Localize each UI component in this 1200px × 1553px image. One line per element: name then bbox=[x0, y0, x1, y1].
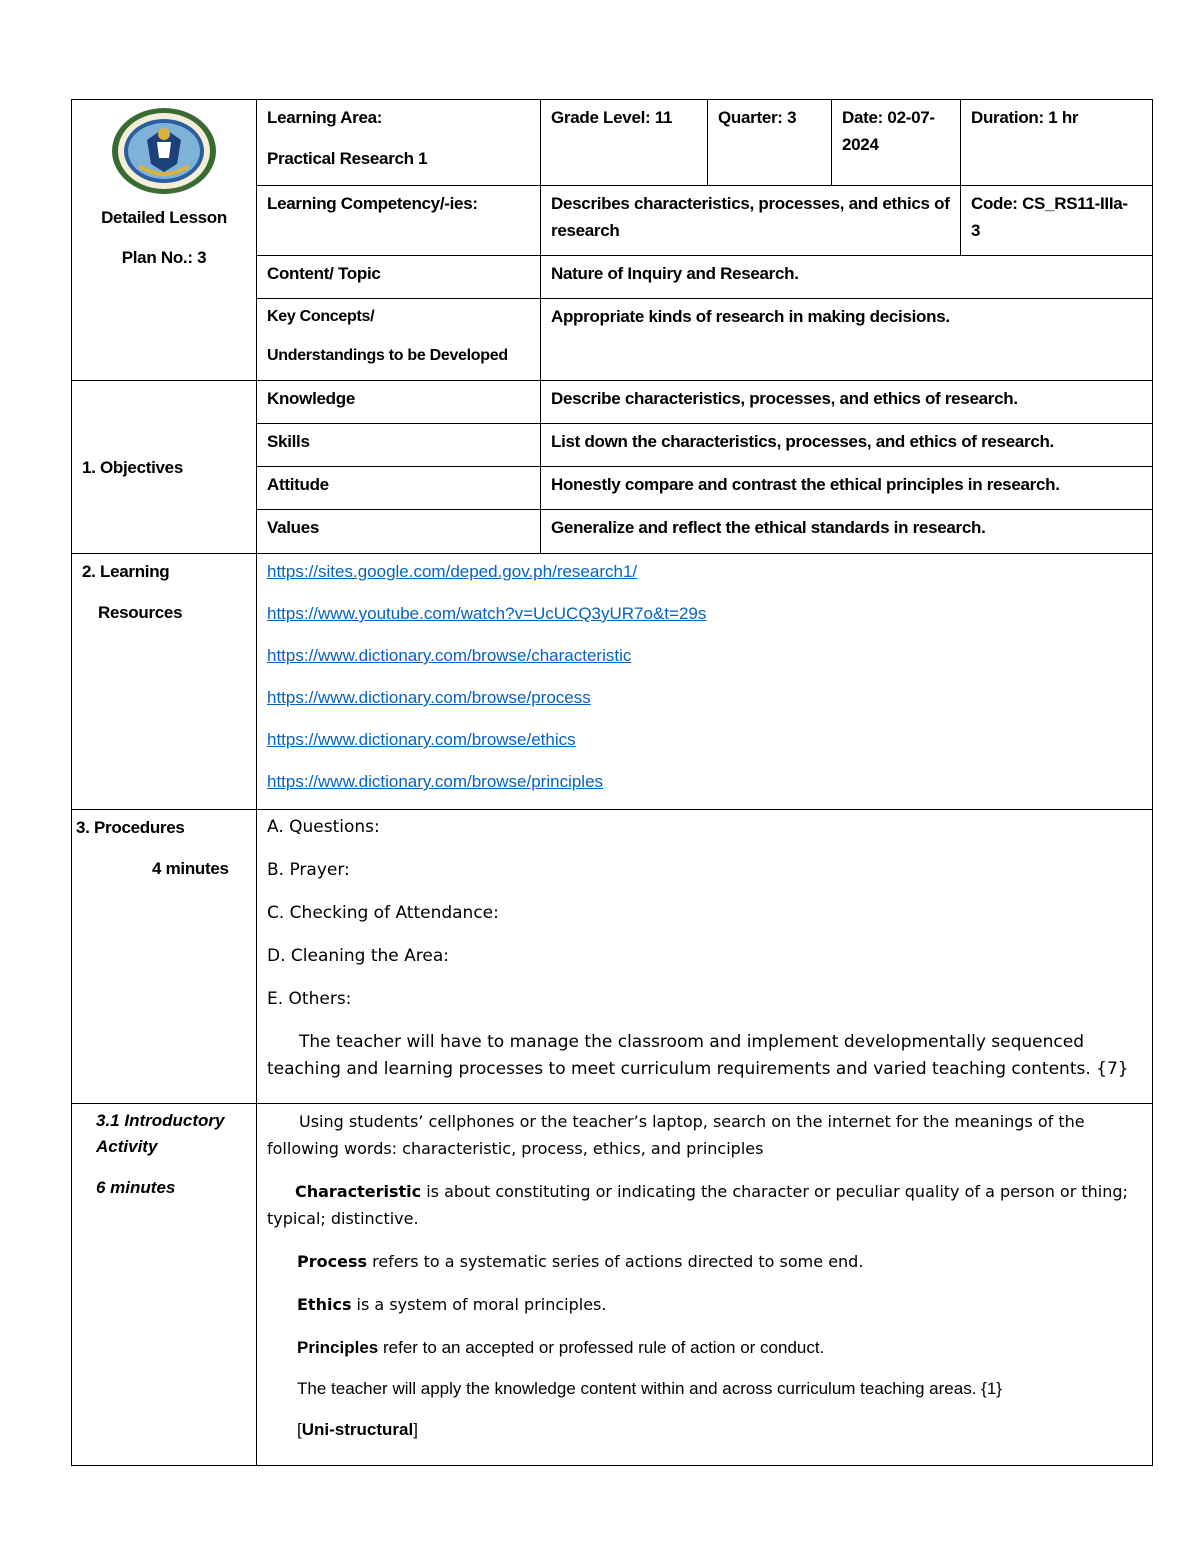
intro-content-cell bbox=[257, 1104, 1153, 1466]
quarter: Quarter: 3 bbox=[708, 100, 832, 186]
procedure-item: C. Checking of Attendance: bbox=[267, 903, 499, 923]
objective-label-skills: Skills bbox=[257, 424, 541, 467]
resource-link[interactable]: https://www.dictionary.com/browse/ethics bbox=[267, 730, 576, 749]
objective-value-attitude: Honestly compare and contrast the ethical principles in research. bbox=[541, 467, 1153, 510]
key-concepts-value: Appropriate kinds of research in making decisions. bbox=[541, 299, 1153, 381]
code-line-2: 3 bbox=[971, 221, 981, 240]
procedure-item: E. Others: bbox=[267, 989, 352, 1009]
resources-label-2: Resources bbox=[98, 603, 183, 622]
resources-links-cell bbox=[257, 554, 1153, 810]
procedures-note: The teacher will have to manage the classroom and implement developmentally sequenced teaching and learning processes to meet curriculum requirements and varied teaching contents. {7} bbox=[267, 1032, 1129, 1079]
content-topic-label: Content/ Topic bbox=[257, 256, 541, 299]
date-cell bbox=[832, 100, 961, 186]
definition-text: refers to a systematic series of actions directed to some end. bbox=[367, 1252, 864, 1271]
objective-value-skills: List down the characteristics, processes, and ethics of research. bbox=[541, 424, 1153, 467]
key-concepts-label-1: Key Concepts/ bbox=[267, 308, 375, 325]
resource-link[interactable]: https://www.dictionary.com/browse/characteristic bbox=[267, 646, 632, 665]
definition-characteristic bbox=[267, 1178, 1142, 1232]
definition-term: Principles bbox=[297, 1338, 379, 1357]
resources-label-cell bbox=[72, 554, 257, 810]
objective-label-values: Values bbox=[257, 510, 541, 554]
objective-label-attitude: Attitude bbox=[257, 467, 541, 510]
definition-text: refer to an accepted or professed rule of action or conduct. bbox=[378, 1338, 825, 1357]
definition-ethics bbox=[267, 1291, 1142, 1318]
date-line-1: Date: 02-07- bbox=[842, 108, 935, 127]
intro-level-open: [ bbox=[297, 1420, 302, 1439]
objective-label-knowledge: Knowledge bbox=[257, 381, 541, 424]
resource-link[interactable]: https://sites.google.com/deped.gov.ph/research1/ bbox=[267, 562, 638, 581]
resource-link[interactable]: https://www.dictionary.com/browse/principles bbox=[267, 772, 604, 791]
procedures-content-cell bbox=[257, 810, 1153, 1104]
competency-label: Learning Competency/-ies: bbox=[257, 186, 541, 256]
resources-label-1: 2. Learning bbox=[82, 562, 170, 581]
intro-instruction: Using students’ cellphones or the teacher’s laptop, search on the internet for the meanings of the following words: characteristic, process, ethics, and principles bbox=[267, 1112, 1085, 1158]
definition-text: is a system of moral principles. bbox=[351, 1295, 607, 1314]
procedures-time: 4 minutes bbox=[152, 859, 229, 878]
procedure-item: D. Cleaning the Area: bbox=[267, 946, 449, 966]
intro-label-1: 3.1 Introductory bbox=[96, 1111, 225, 1130]
intro-teacher-note: The teacher will apply the knowledge content within and across curriculum teaching areas. {1} bbox=[297, 1379, 1002, 1398]
date-line-2: 2024 bbox=[842, 135, 879, 154]
procedure-item: A. Questions: bbox=[267, 817, 380, 837]
intro-time: 6 minutes bbox=[96, 1178, 176, 1197]
learning-area-cell bbox=[257, 100, 541, 186]
plan-title: Detailed Lesson bbox=[101, 208, 227, 227]
definition-term: Characteristic bbox=[295, 1182, 422, 1201]
procedures-label: 3. Procedures bbox=[76, 818, 185, 837]
school-seal-icon bbox=[109, 106, 219, 196]
lesson-plan-page bbox=[71, 99, 1152, 1466]
resource-link[interactable]: https://www.dictionary.com/browse/process bbox=[267, 688, 591, 707]
key-concepts-label-2: Understandings to be Developed bbox=[267, 347, 508, 364]
objective-value-values: Generalize and reflect the ethical standards in research. bbox=[541, 510, 1153, 554]
intro-label-cell bbox=[72, 1104, 257, 1466]
intro-label-2: Activity bbox=[96, 1137, 158, 1156]
definition-text: is about constituting or indicating the character or peculiar quality of a person or thing; typical; distinctive. bbox=[267, 1182, 1128, 1228]
intro-level-close: ] bbox=[413, 1420, 418, 1439]
content-topic-value: Nature of Inquiry and Research. bbox=[541, 256, 1153, 299]
objective-value-knowledge: Describe characteristics, processes, and ethics of research. bbox=[541, 381, 1153, 424]
learning-area-label: Learning Area: bbox=[267, 108, 383, 127]
grade-level: Grade Level: 11 bbox=[541, 100, 708, 186]
definition-term: Process bbox=[297, 1252, 367, 1271]
code-line-1: Code: CS_RS11-IIIa- bbox=[971, 194, 1128, 213]
plan-number: Plan No.: 3 bbox=[121, 248, 207, 267]
duration: Duration: 1 hr bbox=[961, 100, 1153, 186]
header-left-cell bbox=[72, 100, 257, 381]
intro-level-value: Uni-structural bbox=[301, 1420, 414, 1439]
resource-link[interactable]: https://www.youtube.com/watch?v=UcUCQ3yUR7o&t=29s bbox=[267, 604, 707, 623]
definition-principles bbox=[267, 1334, 1142, 1361]
lesson-plan-table bbox=[71, 99, 1153, 1466]
learning-area-value: Practical Research 1 bbox=[267, 149, 428, 168]
definition-process bbox=[267, 1248, 1142, 1275]
procedure-item: B. Prayer: bbox=[267, 860, 350, 880]
competency-value: Describes characteristics, processes, and ethics of research bbox=[541, 186, 961, 256]
procedures-label-cell bbox=[72, 810, 257, 1104]
intro-level bbox=[267, 1416, 1142, 1443]
objectives-label: 1. Objectives bbox=[72, 381, 257, 554]
definition-term: Ethics bbox=[297, 1295, 352, 1314]
key-concepts-cell bbox=[257, 299, 541, 381]
code-cell bbox=[961, 186, 1153, 256]
